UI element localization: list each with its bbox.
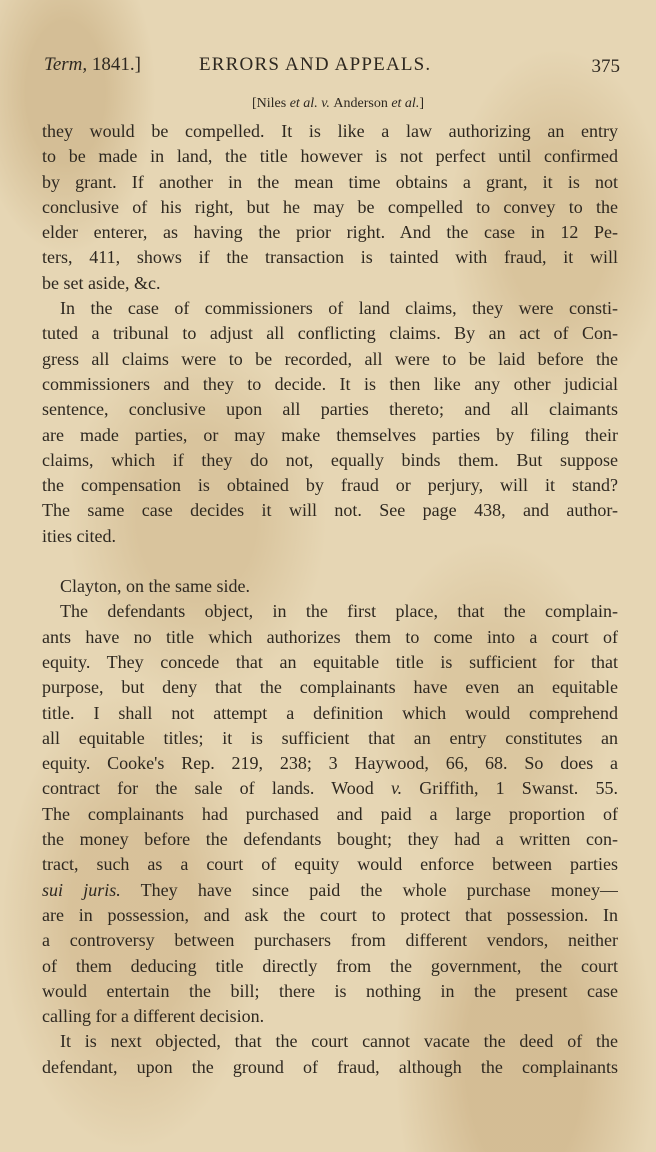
case-ref-open: [Niles	[251, 96, 290, 111]
text-line: commissioners and they to decide. It is then like any other judicial	[42, 373, 618, 394]
text-line: the compensation is obtained by fraud or perjury, will it stand?	[42, 475, 618, 496]
case-ref-et-al-2: et al.	[391, 96, 420, 111]
text-line: title. I shall not attempt a definition which would comprehend	[42, 702, 618, 723]
wood-pre: contract for the sale of lands. Wood	[42, 778, 391, 799]
text-line: tract, such as a court of equity would enforce between parties	[42, 854, 618, 875]
text-line: are in possession, and ask the court to protect that possession. In	[42, 904, 618, 925]
text-line: equity. They concede that an equitable title is sufficient for that	[42, 651, 618, 672]
term-year: 1841.]	[87, 54, 141, 75]
text-line: gress all claims were to be recorded, all were to be laid before the	[42, 348, 618, 369]
text-line: sentence, conclusive upon all parties thereto; and all claimants	[42, 399, 618, 420]
text-line: In the case of commissioners of land claims, they were consti-	[60, 298, 618, 319]
paragraph-3	[42, 574, 618, 599]
case-ref-close: ]	[419, 96, 424, 111]
text-line: equity. Cooke's Rep. 219, 238; 3 Haywood, 66, 68. So does a	[42, 753, 618, 774]
text-line: ants have no title which authorizes them to come into a court of	[42, 626, 618, 647]
paragraph-4	[42, 599, 618, 1029]
text-line: be set aside, &c.	[42, 272, 161, 293]
text-line: The same case decides it will not. See page 438, and author-	[42, 500, 618, 521]
text-line: all equitable titles; it is sufficient that an entry constitutes an	[42, 727, 618, 748]
text-line: would entertain the bill; there is nothing in the present case	[42, 980, 618, 1001]
text-line: The defendants object, in the first place, that the complain-	[60, 601, 618, 622]
text-line: conclusive of his right, but he may be compelled to convey to the	[42, 196, 618, 217]
page-title: ERRORS AND APPEALS.	[199, 54, 432, 75]
text-line: purpose, but deny that the complainants have even an equitable	[42, 677, 618, 698]
text-line: ities cited.	[42, 525, 116, 546]
term-label	[44, 54, 141, 76]
text-line: defendant, upon the ground of fraud, although the complainants	[42, 1056, 618, 1077]
sui-juris: sui juris.	[42, 879, 121, 900]
wood-v: v.	[390, 778, 403, 799]
text-line: a controversy between purchasers from different vendors, neither	[42, 930, 618, 951]
paragraph-5	[42, 1029, 618, 1080]
text-line: elder enterer, as having the prior right. And the case in 12 Pe-	[42, 222, 618, 243]
speaker-line: Clayton, on the same side.	[60, 576, 250, 597]
text-line-sui-juris	[42, 878, 618, 903]
text-line: to be made in land, the title however is not perfect until confirmed	[42, 146, 618, 167]
text-line-wood-griffith	[42, 776, 618, 801]
text-line: ters, 411, shows if the transaction is tainted with fraud, it will	[42, 247, 618, 268]
text-line: by grant. If another in the mean time obtains a grant, it is not	[42, 171, 618, 192]
text-line: It is next objected, that the court cannot vacate the deed of the	[60, 1031, 618, 1052]
text-line: The complainants had purchased and paid a large proportion of	[42, 803, 618, 824]
text-line: tuted a tribunal to adjust all conflicting claims. By an act of Con-	[42, 323, 618, 344]
case-ref-anderson: Anderson	[333, 96, 392, 111]
text-line: calling for a different decision.	[42, 1006, 265, 1027]
sui-post: They have since paid the whole purchase money—	[120, 879, 618, 900]
case-reference	[0, 96, 656, 112]
section-gap	[42, 549, 618, 574]
text-line: the money before the defendants bought; they had a written con-	[42, 829, 618, 850]
case-ref-et-al-1: et al.	[289, 96, 318, 111]
paragraph-1	[42, 119, 618, 296]
paragraph-2	[42, 296, 618, 549]
case-ref-v: v.	[317, 96, 334, 111]
body-text	[42, 119, 618, 1080]
text-line: claims, which if they do not, equally binds them. But suppose	[42, 449, 618, 470]
page-number: 375	[591, 56, 620, 77]
text-line: of them deducing title directly from the government, the court	[42, 955, 618, 976]
term-word: Term,	[44, 54, 88, 75]
text-line: are made parties, or may make themselves parties by filing their	[42, 424, 618, 445]
running-head	[44, 54, 620, 84]
text-line: they would be compelled. It is like a law authorizing an entry	[42, 121, 618, 141]
wood-post: Griffith, 1 Swanst. 55.	[402, 778, 618, 799]
